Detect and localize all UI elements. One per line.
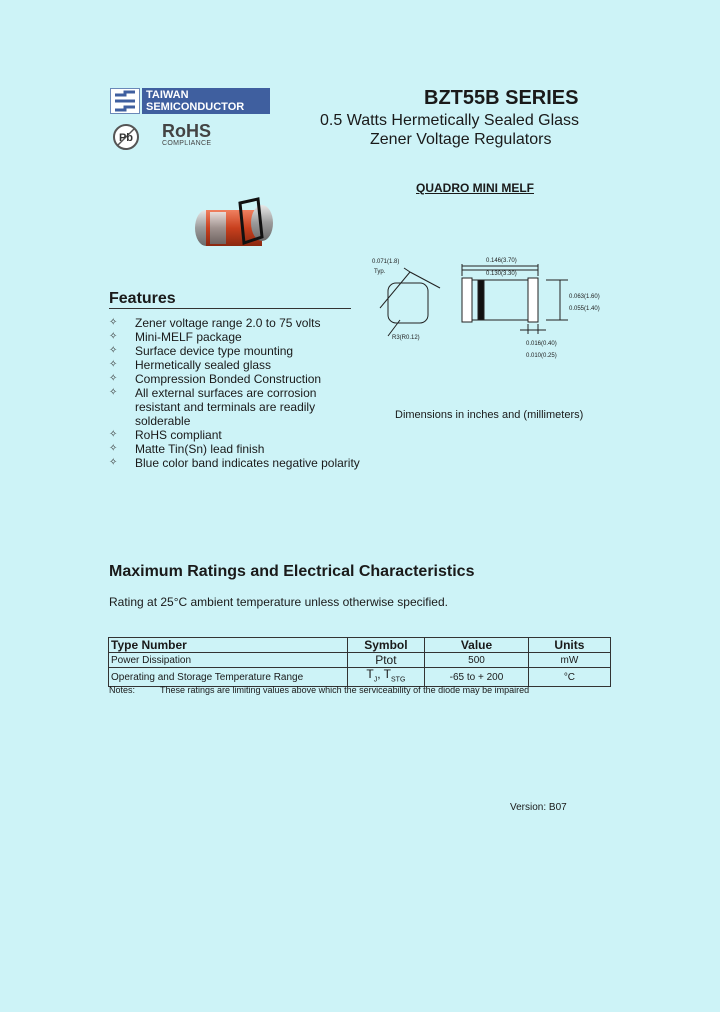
bullet-icon: ✧ (109, 359, 118, 370)
cell-symbol: Ptot (347, 653, 424, 668)
diode-image (190, 195, 282, 253)
bullet-icon: ✧ (109, 345, 118, 356)
rohs-sub: COMPLIANCE (162, 140, 212, 147)
feature-item: ✧ Blue color band indicates negative polarity (109, 456, 360, 470)
features-title: Features (109, 290, 176, 307)
dim-typ-label: Typ. (374, 269, 386, 275)
subtitle-line1: 0.5 Watts Hermetically Sealed Glass (320, 112, 580, 129)
package-name: QUADRO MINI MELF (416, 181, 534, 195)
cell-type: Power Dissipation (109, 653, 348, 668)
feature-item: ✧ Compression Bonded Construction (109, 372, 322, 386)
cell-value: -65 to + 200 (425, 668, 529, 687)
dim-band-min: 0.010(0.25) (526, 353, 557, 359)
feature-item: ✧ Zener voltage range 2.0 to 75 volts (109, 316, 321, 330)
dim-diameter-label: 0.071(1.8) (372, 259, 400, 265)
bullet-icon: ✧ (109, 331, 118, 342)
bullet-icon: ✧ (109, 317, 118, 328)
notes-text: These ratings are limiting values above which the serviceability of the diode may be impaired (160, 685, 530, 695)
version-label: Version: B07 (510, 802, 567, 813)
bullet-icon: ✧ (109, 457, 118, 468)
series-title: BZT55B SERIES (424, 87, 579, 109)
feature-item: ✧ Hermetically sealed glass (109, 358, 272, 372)
dim-length-max: 0.146(3.70) (486, 258, 517, 264)
bullet-icon: ✧ (109, 387, 118, 398)
dim-length-min: 0.130(3.30) (486, 271, 517, 277)
notes-label: Notes: (109, 685, 136, 695)
dim-band-max: 0.016(0.40) (526, 341, 557, 347)
table-row (109, 668, 611, 687)
bullet-icon: ✧ (109, 443, 118, 454)
feature-item: ✧ Matte Tin(Sn) lead finish (109, 442, 265, 456)
feature-item: ✧ All external surfaces are corrosion resistant and terminals are readily solderable (109, 386, 317, 428)
bullet-icon: ✧ (109, 429, 118, 440)
pb-label: Pb (118, 132, 134, 144)
table-row (109, 653, 611, 668)
company-logo-text (142, 88, 270, 114)
dim-height-max: 0.063(1.60) (569, 294, 600, 300)
company-line1: TAIWAN (146, 89, 189, 101)
rating-condition: Rating at 25°C ambient temperature unless otherwise specified. (109, 595, 448, 609)
ratings-title: Maximum Ratings and Electrical Characteristics (109, 563, 475, 580)
dim-radius-label: R3(R0.12) (392, 335, 420, 341)
col-units: Units (528, 638, 610, 653)
rohs-label: RoHS (162, 121, 211, 141)
dimension-note: Dimensions in inches and (millimeters) (395, 409, 584, 421)
col-type-number: Type Number (109, 638, 348, 653)
cell-type: Operating and Storage Temperature Range (109, 668, 348, 687)
cell-units: mW (528, 653, 610, 668)
ratings-table (108, 637, 611, 687)
feature-item: ✧ Mini-MELF package (109, 330, 242, 344)
pb-free-icon (112, 123, 140, 151)
subtitle-line2: Zener Voltage Regulators (370, 131, 552, 148)
cell-symbol: $T_J$, $T_{STG}$ (347, 668, 424, 687)
dim-height-min: 0.055(1.40) (569, 306, 600, 312)
cell-units: °C (528, 668, 610, 687)
feature-item: ✧ RoHS compliant (109, 428, 222, 442)
col-value: Value (425, 638, 529, 653)
col-symbol: Symbol (347, 638, 424, 653)
features-divider (109, 308, 351, 309)
cell-value: 500 (425, 653, 529, 668)
bullet-icon: ✧ (109, 373, 118, 384)
table-header-row (109, 638, 611, 653)
company-line2: SEMICONDUCTOR (146, 101, 245, 113)
dimension-drawing (350, 250, 615, 362)
ts-logo-mark (110, 88, 140, 114)
feature-item: ✧ Surface device type mounting (109, 344, 294, 358)
features-list (109, 316, 389, 470)
